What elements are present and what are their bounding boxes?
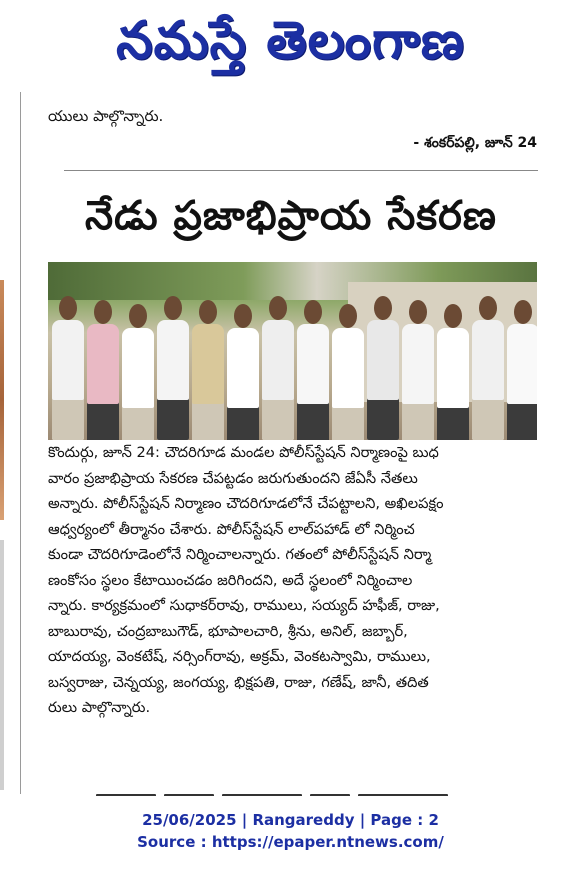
photo-person [472, 320, 504, 440]
photo-person [122, 328, 154, 440]
article-line: న్నారు. కార్యక్రమంలో సుధాకర్‌రావు, రాములు, సయ్యద్ హఫీజ్, రాజు, [48, 597, 440, 614]
photo-person-head [164, 296, 182, 320]
article-line: రులు పాల్గొన్నారు. [48, 699, 151, 716]
photo-person-head [409, 300, 427, 324]
photo-person-head [199, 300, 217, 324]
article-line: ణంకోసం స్థలం కేటాయించడం జరిగిందని, అదే స్థలంలో నిర్మించాల [48, 571, 413, 589]
previous-article-last-line: యులు పాల్గొన్నారు. [48, 107, 164, 125]
adjacent-photo-edge [0, 280, 4, 520]
photo-person [367, 320, 399, 440]
adjacent-column-edge [0, 540, 4, 790]
photo-person [507, 324, 537, 440]
photo-person [192, 324, 224, 440]
photo-person-head [374, 296, 392, 320]
photo-person [297, 324, 329, 440]
photo-person [157, 320, 189, 440]
photo-person [402, 324, 434, 440]
photo-person-head [514, 300, 532, 324]
photo-person [332, 328, 364, 440]
photo-person-head [339, 304, 357, 328]
article-headline: నేడు ప్రజాభిప్రాయ సేకరణ [85, 193, 497, 239]
clipping-border [20, 92, 21, 794]
photo-person [52, 320, 84, 440]
cut-next-headline [96, 786, 516, 796]
photo-person-head [59, 296, 77, 320]
footer-edition-info: 25/06/2025 | Rangareddy | Page : 2 [142, 811, 439, 829]
news-photo [48, 262, 537, 440]
photo-person [437, 328, 469, 440]
article-line: బాబురావు, చంద్రబాబుగౌడ్, భూపాలచారి, శ్రీను, అనిల్, జబ్బార్, [48, 622, 408, 640]
newspaper-logo: నమస్తే తెలంగాణ [116, 11, 465, 71]
photo-person-head [129, 304, 147, 328]
photo-person-head [94, 300, 112, 324]
footer-source: Source : https://epaper.ntnews.com/ [137, 833, 444, 851]
photo-person-head [269, 296, 287, 320]
article-line: ఆధ్వర్యంలో తీర్మానం చేశారు. పోలీస్‌స్టేషన్ లాల్‌పహాడ్ లో నిర్మించ [48, 520, 415, 538]
photo-person-head [304, 300, 322, 324]
article-line: కొందుర్గు, జూన్ 24: చౌదరిగూడ మండల పోలీస్‌స్టేషన్ నిర్మాణంపై బుధ [48, 444, 439, 461]
masthead [0, 0, 581, 88]
article-line: యాదయ్య, వెంకటేష్, నర్సింగ్‌రావు, అక్రమ్, వెంకటస్వామి, రాములు, [48, 648, 431, 665]
previous-article-dateline: - శంకర్‌పల్లి, జూన్ 24 [413, 135, 537, 151]
article-line: వారం ప్రజాభిప్రాయ సేకరణ చేపట్టడం జరుగుతుందని జేఏసీ నేతలు [48, 469, 418, 487]
article-line: కుండా చౌదరిగూడెంలోనే నిర్మించాలన్నారు. గతంలో పోలీస్‌స్టేషన్ నిర్మా [48, 546, 432, 563]
article-line: అన్నారు. పోలీస్‌స్టేషన్ నిర్మాణం చౌదరిగూడలోనే చేపట్టాలని, అఖిలపక్షం [48, 495, 444, 512]
photo-person-head [479, 296, 497, 320]
photo-person [87, 324, 119, 440]
cut-text-line [40, 96, 520, 102]
article-divider [64, 170, 538, 171]
photo-person-head [444, 304, 462, 328]
photo-person [227, 328, 259, 440]
photo-person [262, 320, 294, 440]
photo-person-head [234, 304, 252, 328]
article-body [48, 440, 538, 721]
article-line: బస్వరాజు, చెన్నయ్య, జంగయ్య, భిక్షపతి, రాజు, గణేష్, జానీ, తదిత [48, 673, 429, 691]
